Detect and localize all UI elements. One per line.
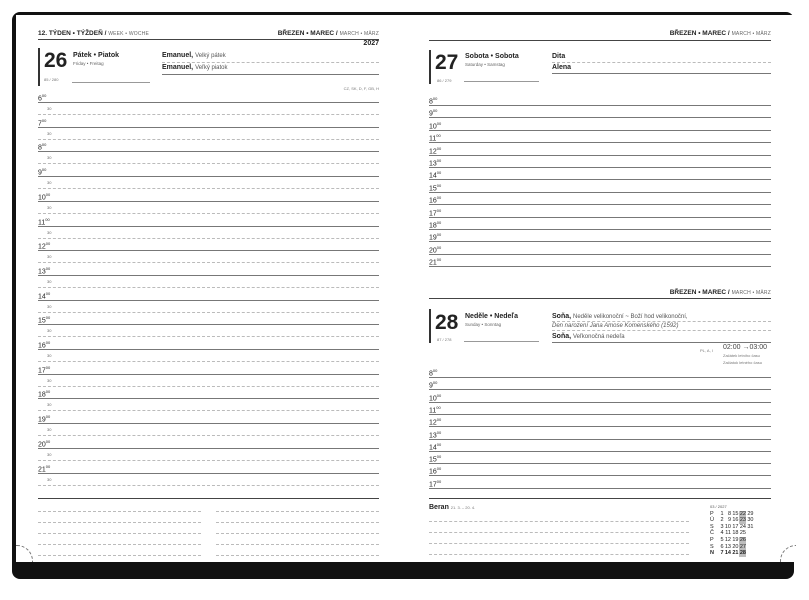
half-hour-label: 30 <box>47 303 52 309</box>
calendar-day: 6 <box>720 543 724 550</box>
day-count-27: 86 / 279 <box>437 78 452 83</box>
note-line <box>38 544 201 545</box>
hour-line <box>429 463 771 464</box>
half-hour-line <box>38 139 379 140</box>
hour-label: $13^{00}$ <box>429 429 442 439</box>
hour-line <box>429 217 771 218</box>
hour-label: $10^{00}$ <box>429 120 442 131</box>
hour-label: $19^{00}$ <box>429 232 442 242</box>
hour-label: $12^{00}$ <box>38 241 51 251</box>
calendar-day: 29 <box>747 510 754 517</box>
half-hour-label: 30 <box>47 328 52 334</box>
footer-rule <box>38 498 379 499</box>
calendar-day: 28 <box>739 550 746 557</box>
day-name: Pátek • Piatok <box>73 52 120 59</box>
half-hour-label: 30 <box>47 427 52 433</box>
note-line <box>429 521 689 522</box>
hour-line <box>429 229 771 230</box>
zodiac-label: Beran 21. 3. – 20. 4. <box>429 504 476 511</box>
half-hour-label: 30 <box>47 451 52 457</box>
hour-line <box>429 155 771 156</box>
hour-label: $6^{00}$ <box>38 93 47 103</box>
half-hour-label: 30 <box>47 229 52 235</box>
note-line <box>38 533 201 534</box>
calendar-row: N 7142128 <box>710 550 746 557</box>
calendar-row: Ú 2 9162330 <box>710 517 754 524</box>
hour-line <box>38 300 379 301</box>
half-hour-label: 30 <box>47 130 52 136</box>
hour-line <box>429 439 771 440</box>
calendar-day: 23 <box>739 517 746 524</box>
note-line <box>216 544 379 545</box>
calendar-day: 18 <box>732 530 739 537</box>
day-number: 26 <box>44 49 68 72</box>
half-hour-label: 30 <box>47 204 52 210</box>
dst-note-sk: Začiatok letného času <box>723 360 762 365</box>
note-line <box>38 555 201 556</box>
half-hour-line <box>38 312 379 313</box>
calendar-day: 25 <box>739 530 746 537</box>
hour-label: $8^{00}$ <box>429 96 438 106</box>
calendar-row: S 6132027 <box>710 543 746 550</box>
day-name-28: Neděle • Nedeľa <box>465 313 519 320</box>
hour-label: $21^{00}$ <box>38 463 51 473</box>
hour-label: $17^{00}$ <box>38 364 51 375</box>
calendar-day: 14 <box>724 550 731 557</box>
hour-line <box>429 254 771 255</box>
calendar-day: 31 <box>747 523 754 530</box>
hour-label: $10^{00}$ <box>38 191 51 202</box>
hour-line <box>38 102 379 103</box>
calendar-day: 8 <box>727 510 731 517</box>
day-sub-28: Sunday • Sonntag <box>465 322 502 327</box>
day-count-28: 87 / 278 <box>437 337 452 342</box>
day-count: 85 / 280 <box>44 77 59 82</box>
calendar-day: 26 <box>739 536 746 543</box>
hour-line <box>429 167 771 168</box>
half-hour-label: 30 <box>47 254 52 260</box>
half-hour-label: 30 <box>47 402 52 408</box>
calendar-day: 27 <box>739 543 746 550</box>
hour-label: $16^{00}$ <box>429 466 442 476</box>
year-label: 2027 <box>363 40 379 47</box>
note-line <box>429 543 689 544</box>
hour-line <box>38 151 379 152</box>
hour-line <box>38 176 379 177</box>
hour-line <box>38 201 379 202</box>
day-name-sub: Friday • Freitag <box>73 61 104 66</box>
calendar-day: 15 <box>732 510 739 517</box>
hour-label: $17^{00}$ <box>429 478 442 489</box>
hour-label: $14^{00}$ <box>429 170 442 180</box>
hour-label: $11^{00}$ <box>38 216 50 226</box>
calendar-day: 9 <box>727 517 731 524</box>
hour-label: $9^{00}$ <box>38 167 47 177</box>
half-hour-line <box>38 287 379 288</box>
day-number-28: 28 <box>435 311 459 334</box>
half-hour-line <box>38 188 379 189</box>
half-hour-line <box>38 262 379 263</box>
calendar-day: 2 <box>720 517 724 524</box>
half-hour-label: 30 <box>47 278 52 284</box>
hour-line <box>38 349 379 350</box>
hour-label: $8^{00}$ <box>429 368 438 378</box>
half-hour-line <box>38 460 379 461</box>
birthday-note: Den narození Jana Amose Komenského (1592) <box>552 323 679 329</box>
month-header-27: BŘEZEN • MAREC / MARCH • MÄRZ <box>669 30 771 37</box>
half-hour-line <box>38 163 379 164</box>
hour-label: $10^{00}$ <box>429 392 442 402</box>
calendar-row: P 5121926 <box>710 536 746 543</box>
half-hour-line <box>38 238 379 239</box>
hour-line <box>429 475 771 476</box>
hour-line <box>38 275 379 276</box>
hour-line <box>429 414 771 415</box>
hour-line <box>429 179 771 180</box>
hour-line <box>38 127 379 128</box>
hour-label: $15^{00}$ <box>429 454 442 464</box>
day-marker-bar <box>429 50 431 84</box>
hour-label: $20^{00}$ <box>429 244 442 255</box>
calendar-day: 16 <box>732 517 739 524</box>
hour-label: $14^{00}$ <box>429 441 442 452</box>
hour-line <box>429 488 771 489</box>
half-hour-label: 30 <box>47 106 52 111</box>
day-name-27: Sobota • Sobota <box>465 53 519 60</box>
hour-line <box>429 402 771 403</box>
holiday-countries-28: PL, A, I <box>700 348 713 353</box>
half-hour-line <box>38 386 379 387</box>
hour-line <box>38 374 379 375</box>
note-line <box>216 522 379 523</box>
calendar-day: 24 <box>739 523 746 530</box>
hour-label: $14^{00}$ <box>38 290 51 300</box>
half-hour-label: 30 <box>47 155 52 161</box>
hour-label: $17^{00}$ <box>429 207 442 217</box>
hour-label: $11^{00}$ <box>429 133 441 143</box>
hour-line <box>429 451 771 452</box>
hour-line <box>38 324 379 325</box>
calendar-day: 21 <box>732 550 739 557</box>
calendar-day: 22 <box>739 510 746 517</box>
hour-label: $13^{00}$ <box>429 158 442 168</box>
calendar-day: 10 <box>724 523 731 530</box>
calendar-day: 7 <box>720 550 724 557</box>
month-header-28: BŘEZEN • MAREC / MARCH • MÄRZ <box>669 289 771 296</box>
half-hour-line <box>38 361 379 362</box>
calendar-row: P 1 8152229 <box>710 510 754 517</box>
calendar-day: 19 <box>732 536 739 543</box>
hour-line <box>38 226 379 227</box>
month-header: BŘEZEN • MAREC / MARCH • MÄRZ <box>277 30 379 37</box>
hour-line <box>429 377 771 378</box>
calendar-day: 4 <box>720 530 724 537</box>
half-hour-line <box>38 410 379 411</box>
hour-label: $12^{00}$ <box>429 145 442 155</box>
hour-line <box>429 204 771 205</box>
hour-label: $15^{00}$ <box>429 182 442 193</box>
nameday-sk-27: Alena <box>552 64 572 71</box>
hour-line <box>429 241 771 242</box>
half-hour-line <box>38 213 379 214</box>
hour-label: $21^{00}$ <box>429 257 442 267</box>
hour-line <box>429 389 771 390</box>
calendar-day: 1 <box>720 510 724 517</box>
calendar-day: 5 <box>720 536 724 543</box>
mini-calendar-title: 03 / 2027 <box>710 504 727 509</box>
left-page <box>16 15 407 562</box>
hour-label: $19^{00}$ <box>38 414 51 424</box>
calendar-day: 20 <box>732 543 739 550</box>
hour-line <box>429 192 771 193</box>
nameday-cz-27: Dita <box>552 53 566 60</box>
mini-calendar <box>710 504 754 557</box>
corner-cut <box>16 545 33 562</box>
hour-label: $13^{00}$ <box>38 265 51 276</box>
hour-label: $18^{00}$ <box>429 220 442 230</box>
hour-label: $7^{00}$ <box>38 117 47 128</box>
hour-label: $18^{00}$ <box>38 389 51 399</box>
half-hour-label: 30 <box>47 180 52 186</box>
note-line <box>216 555 379 556</box>
corner-cut <box>780 545 796 562</box>
note-line <box>216 511 379 512</box>
nameday-cz-28: Soňa, Neděle velikonoční ~ Boží hod velikonoční, <box>552 313 688 320</box>
right-page <box>405 15 796 562</box>
hour-line <box>429 117 771 118</box>
hour-label: $16^{00}$ <box>429 195 442 205</box>
dst-change: 02:00 →03:00 <box>723 344 767 351</box>
calendar-day: 17 <box>732 523 739 530</box>
hour-line <box>429 105 771 106</box>
day-marker-bar <box>38 48 40 86</box>
nameday-sk-28: Soňa, Veľkonočná nedeľa <box>552 333 625 340</box>
note-line <box>38 511 201 512</box>
day-sub-27: Saturday • Samstag <box>465 62 505 67</box>
hour-label: $12^{00}$ <box>429 417 442 427</box>
half-hour-line <box>38 114 379 115</box>
hour-line <box>429 142 771 143</box>
nameday-sk: Emanuel, Veľký piatok <box>162 64 228 71</box>
half-hour-label: 30 <box>47 377 52 383</box>
week-header: 12. TÝDEN • TÝŽDEŇ / WEEK • WOCHE <box>38 30 150 37</box>
note-line <box>216 533 379 534</box>
half-hour-line <box>38 336 379 337</box>
calendar-day: 30 <box>747 517 754 524</box>
half-hour-label: 30 <box>47 476 52 482</box>
calendar-day: 12 <box>724 536 731 543</box>
hour-label: $16^{00}$ <box>38 340 51 350</box>
hour-line <box>38 473 379 474</box>
hour-label: $9^{00}$ <box>429 380 438 390</box>
hour-label: $15^{00}$ <box>38 315 51 325</box>
hour-line <box>429 426 771 427</box>
note-line <box>429 554 689 555</box>
half-hour-line <box>38 435 379 436</box>
calendar-row: S 310172431 <box>710 523 754 530</box>
holiday-countries: CZ, SK, D, F, GB, H <box>343 86 379 91</box>
calendar-row: Č 4 111825 <box>710 530 746 537</box>
hour-label: $8^{00}$ <box>38 142 47 152</box>
nameday-cz: Emanuel, Velký pátek <box>162 52 226 59</box>
hour-line <box>38 398 379 399</box>
day-number-27: 27 <box>435 51 459 74</box>
calendar-day: 11 <box>725 530 731 537</box>
hour-line <box>38 448 379 449</box>
day-marker-bar <box>429 309 431 343</box>
dst-note-cz: Začátek letního času <box>723 353 760 358</box>
note-line <box>429 532 689 533</box>
hour-line <box>429 130 771 131</box>
hour-line <box>38 423 379 424</box>
half-hour-line <box>38 485 379 486</box>
hour-label: $9^{00}$ <box>429 108 438 118</box>
hour-label: $11^{00}$ <box>429 404 441 415</box>
calendar-day: 3 <box>720 523 724 530</box>
hour-line <box>429 266 771 267</box>
note-line <box>38 522 201 523</box>
half-hour-label: 30 <box>47 353 52 358</box>
hour-label: $20^{00}$ <box>38 438 51 449</box>
calendar-day: 13 <box>724 543 731 550</box>
hour-line <box>38 250 379 251</box>
header-rule <box>38 39 379 40</box>
